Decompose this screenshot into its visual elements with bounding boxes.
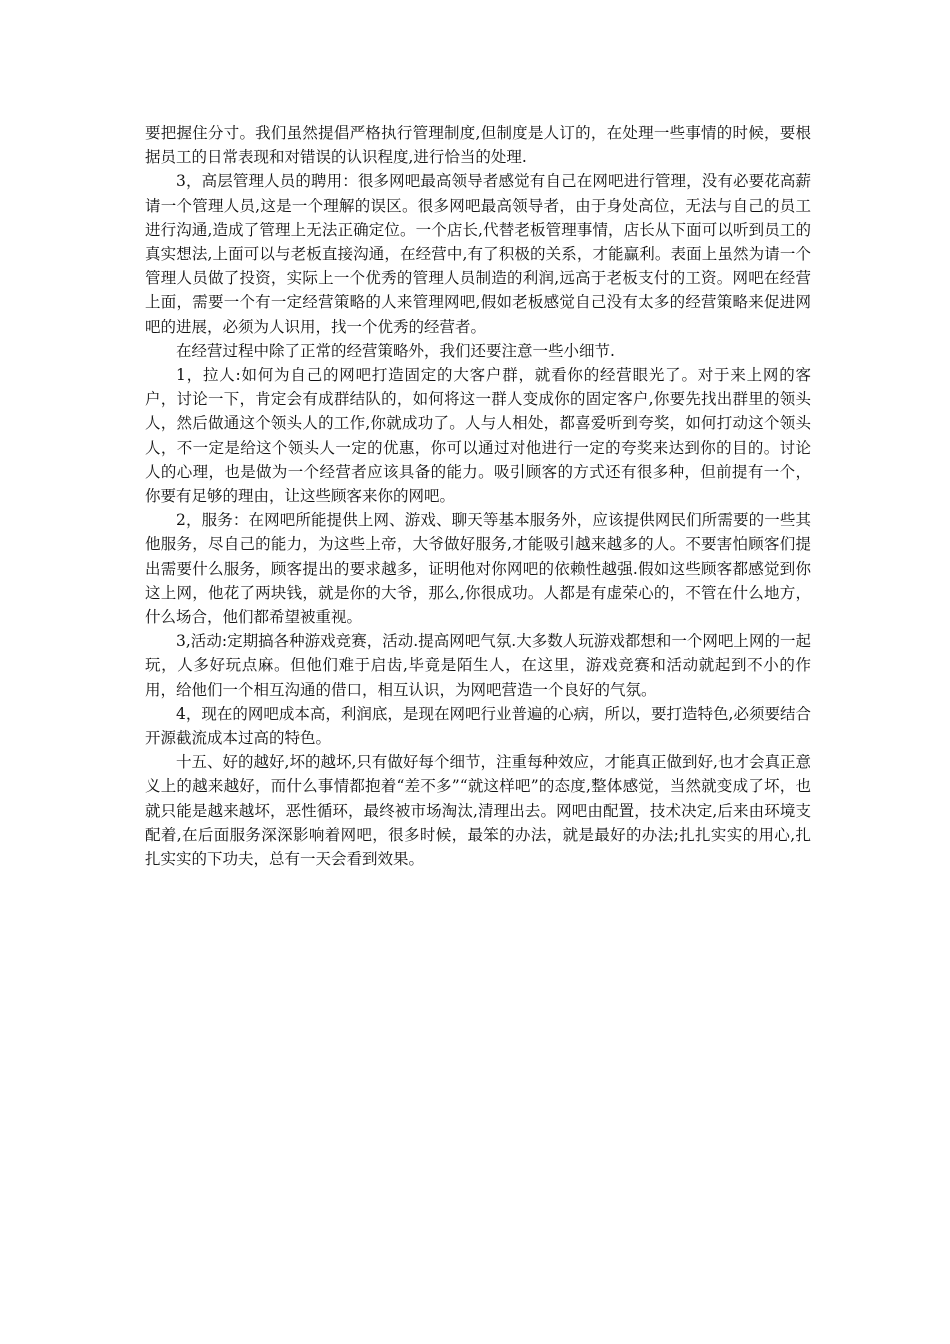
paragraph-fifteen: 十五、好的越好,坏的越坏,只有做好每个细节，注重每种效应，才能真正做到好,也才会真正意义上的越来越好，而什么事情都抱着“差不多”“就这样吧”的态度,整体感觉，当然就变成了坏，也就只能是越来越坏，恶性循环，最终被市场淘汰,清理出去。网吧由配置，技术决定,后来由环境支配着,在后面服务深深影响着网吧，很多时候，最笨的办法，就是最好的办法;扎扎实实的用心,扎扎实实的下功夫，总有一天会看到效果。 bbox=[145, 753, 811, 869]
paragraph-activities: 3,活动:定期搞各种游戏竞赛，活动.提高网吧气氛.大多数人玩游戏都想和一个网吧上网的一起玩，人多好玩点麻。但他们难于启齿,毕竟是陌生人，在这里，游戏竞赛和活动就起到不小的作用，给他们一个相互沟通的借口，相互认识，为网吧营造一个良好的气氛。 bbox=[145, 632, 811, 699]
paragraph-details-intro: 在经营过程中除了正常的经营策略外，我们还要注意一些小细节. bbox=[176, 341, 615, 360]
paragraph-senior-manager-hiring: 3，高层管理人员的聘用：很多网吧最高领导者感觉有自己在网吧进行管理，没有必要花高薪请一个管理人员,这是一个理解的误区。很多网吧最高领导者，由于身处高位，无法与自己的员工进行沟通,造成了管理上无法正确定位。一个店长,代替老板管理事情，店长从下面可以听到员工的真实想法,上面可以与老板直接沟通，在经营中,有了积极的关系，才能赢利。表面上虽然为请一个管理人员做了投资，实际上一个优秀的管理人员制造的利润,远高于老板支付的工资。网吧在经营上面，需要一个有一定经营策略的人来管理网吧,假如老板感觉自己没有太多的经营策略来促进网吧的进展，必须为人识用，找一个优秀的经营者。 bbox=[145, 172, 811, 336]
document-body bbox=[145, 121, 811, 871]
paragraph-service: 2，服务：在网吧所能提供上网、游戏、聊天等基本服务外，应该提供网民们所需要的一些其他服务，尽自己的能力，为这些上帝，大爷做好服务,才能吸引越来越多的人。不要害怕顾客们提出需要什么服务，顾客提出的要求越多，证明他对你网吧的依赖性越强.假如这些顾客都感觉到你这上网，他花了两块钱，就是你的大爷，那么,你很成功。人都是有虚荣心的，不管在什么地方，什么场合，他们都希望被重视。 bbox=[145, 511, 811, 627]
paragraph-attract-customers: 1，拉人:如何为自己的网吧打造固定的大客户群，就看你的经营眼光了。对于来上网的客户，讨论一下，肯定会有成群结队的，如何将这一群人变成你的固定客户,你要先找出群里的领头人，然后做通这个领头人的工作,你就成功了。人与人相处，都喜爱听到夸奖，如何打动这个领头人，不一定是给这个领头人一定的优惠，你可以通过对他进行一定的夸奖来达到你的目的。讨论人的心理，也是做为一个经营者应该具备的能力。吸引顾客的方式还有很多种，但前提有一个，你要有足够的理由，让这些顾客来你的网吧。 bbox=[145, 366, 811, 506]
paragraph-continuation: 要把握住分寸。我们虽然提倡严格执行管理制度,但制度是人订的，在处理一些事情的时候，要根据员工的日常表现和对错误的认识程度,进行恰当的处理. bbox=[145, 124, 811, 167]
paragraph-cost: 4，现在的网吧成本高，利润底，是现在网吧行业普遍的心病，所以，要打造特色,必须要结合开源截流成本过高的特色。 bbox=[145, 704, 811, 748]
